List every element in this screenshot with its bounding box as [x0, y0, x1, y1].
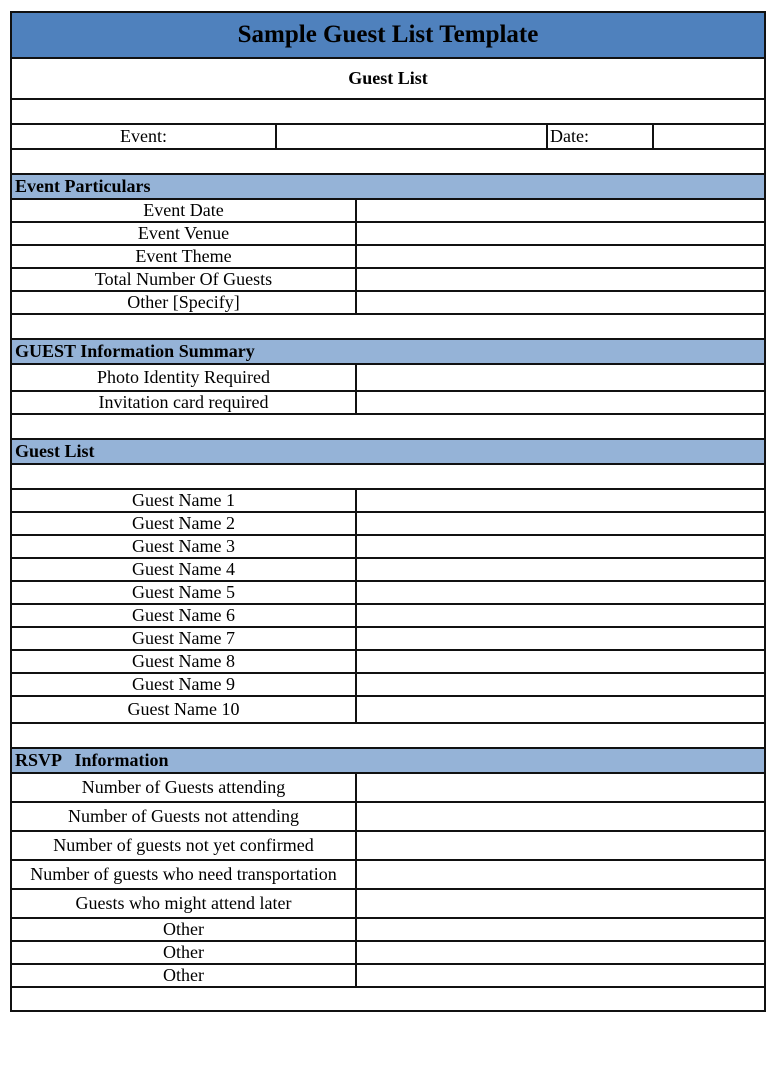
subtitle-text: Guest List — [348, 68, 428, 88]
event-label: Event: — [12, 125, 277, 148]
rsvp-row-label: Other — [12, 942, 357, 963]
title-text: Sample Guest List Template — [237, 21, 539, 48]
rsvp-row-value-cell[interactable] — [357, 861, 764, 888]
rsvp-row-label: Other — [12, 965, 357, 986]
guest-row-label: Guest Name 7 — [12, 628, 357, 649]
guest-row-value-cell[interactable] — [357, 559, 764, 580]
rsvp-row — [12, 965, 764, 988]
section-header-guest-info — [12, 340, 764, 365]
rsvp-row-label: Number of guests who need transportation — [12, 861, 357, 888]
section-header-text: RSVP Information — [15, 750, 169, 770]
rsvp-row-value-cell[interactable] — [357, 890, 764, 917]
event-particular-row — [12, 292, 764, 315]
guest-row — [12, 490, 764, 513]
guest-row — [12, 536, 764, 559]
guest-row-label: Guest Name 8 — [12, 651, 357, 672]
rsvp-row-label: Guests who might attend later — [12, 890, 357, 917]
spacer-row — [12, 100, 764, 125]
guest-row-value-cell[interactable] — [357, 582, 764, 603]
rsvp-row — [12, 890, 764, 919]
date-label: Date: — [548, 125, 654, 148]
guest-row — [12, 651, 764, 674]
guest-row-label: Guest Name 1 — [12, 490, 357, 511]
event-particular-row — [12, 200, 764, 223]
guest-row-label: Guest Name 3 — [12, 536, 357, 557]
date-value-cell[interactable] — [654, 125, 764, 148]
guest-row-value-cell[interactable] — [357, 490, 764, 511]
section-header-event-particulars — [12, 175, 764, 200]
guest-info-row — [12, 365, 764, 392]
spacer-row — [12, 465, 764, 490]
rsvp-row-label: Other — [12, 919, 357, 940]
guest-row-value-cell[interactable] — [357, 697, 764, 722]
section-header-text: Guest List — [15, 441, 95, 461]
section-header-text: GUEST Information Summary — [15, 341, 255, 361]
guest-row — [12, 513, 764, 536]
event-value-cell[interactable] — [277, 125, 548, 148]
rsvp-row — [12, 832, 764, 861]
guest-list-sheet — [10, 11, 766, 1012]
guest-row-value-cell[interactable] — [357, 651, 764, 672]
rsvp-row-value-cell[interactable] — [357, 919, 764, 940]
rsvp-row-value-cell[interactable] — [357, 942, 764, 963]
rsvp-row-value-cell[interactable] — [357, 803, 764, 830]
guest-row — [12, 582, 764, 605]
spacer-row — [12, 988, 764, 1012]
guest-row-label: Guest Name 6 — [12, 605, 357, 626]
guest-row-value-cell[interactable] — [357, 513, 764, 534]
rsvp-rows — [12, 774, 764, 988]
guest-row-label: Guest Name 10 — [12, 697, 357, 722]
guest-info-row-label: Invitation card required — [12, 392, 357, 413]
rsvp-row-value-cell[interactable] — [357, 965, 764, 986]
spacer-row — [12, 315, 764, 340]
guest-row-label: Guest Name 4 — [12, 559, 357, 580]
rsvp-row — [12, 861, 764, 890]
guest-row-value-cell[interactable] — [357, 674, 764, 695]
guest-row — [12, 628, 764, 651]
rsvp-row-value-cell[interactable] — [357, 832, 764, 859]
event-particular-row-value-cell[interactable] — [357, 269, 764, 290]
guest-row-label: Guest Name 9 — [12, 674, 357, 695]
guest-row-value-cell[interactable] — [357, 536, 764, 557]
guest-row-value-cell[interactable] — [357, 605, 764, 626]
event-particular-row — [12, 246, 764, 269]
event-particular-row — [12, 223, 764, 246]
guest-row — [12, 674, 764, 697]
rsvp-row — [12, 942, 764, 965]
guest-row — [12, 697, 764, 724]
event-particulars-rows — [12, 200, 764, 315]
rsvp-row-label: Number of guests not yet confirmed — [12, 832, 357, 859]
event-particular-row-label: Other [Specify] — [12, 292, 357, 313]
guest-row — [12, 559, 764, 582]
section-header-text: Event Particulars — [15, 176, 151, 196]
event-particular-row-value-cell[interactable] — [357, 292, 764, 313]
sheet-subtitle — [12, 59, 764, 100]
spacer-row — [12, 724, 764, 749]
guest-info-row-value-cell[interactable] — [357, 392, 764, 413]
guest-row-label: Guest Name 5 — [12, 582, 357, 603]
rsvp-row-value-cell[interactable] — [357, 774, 764, 801]
guest-info-rows — [12, 365, 764, 415]
guest-list-rows — [12, 490, 764, 724]
event-particular-row-value-cell[interactable] — [357, 223, 764, 244]
event-particular-row-label: Event Date — [12, 200, 357, 221]
section-header-rsvp — [12, 749, 764, 774]
section-header-guest-list — [12, 440, 764, 465]
rsvp-row — [12, 919, 764, 942]
rsvp-row — [12, 774, 764, 803]
sheet-title — [12, 13, 764, 59]
rsvp-row-label: Number of Guests attending — [12, 774, 357, 801]
guest-info-row-value-cell[interactable] — [357, 365, 764, 390]
spacer-row — [12, 150, 764, 175]
event-particular-row-value-cell[interactable] — [357, 200, 764, 221]
guest-info-row — [12, 392, 764, 415]
guest-row-value-cell[interactable] — [357, 628, 764, 649]
event-particular-row-label: Total Number Of Guests — [12, 269, 357, 290]
event-date-row — [12, 125, 764, 150]
guest-row-label: Guest Name 2 — [12, 513, 357, 534]
event-particular-row-label: Event Venue — [12, 223, 357, 244]
guest-info-row-label: Photo Identity Required — [12, 365, 357, 390]
event-particular-row — [12, 269, 764, 292]
rsvp-row-label: Number of Guests not attending — [12, 803, 357, 830]
event-particular-row-label: Event Theme — [12, 246, 357, 267]
rsvp-row — [12, 803, 764, 832]
event-particular-row-value-cell[interactable] — [357, 246, 764, 267]
spacer-row — [12, 415, 764, 440]
guest-row — [12, 605, 764, 628]
